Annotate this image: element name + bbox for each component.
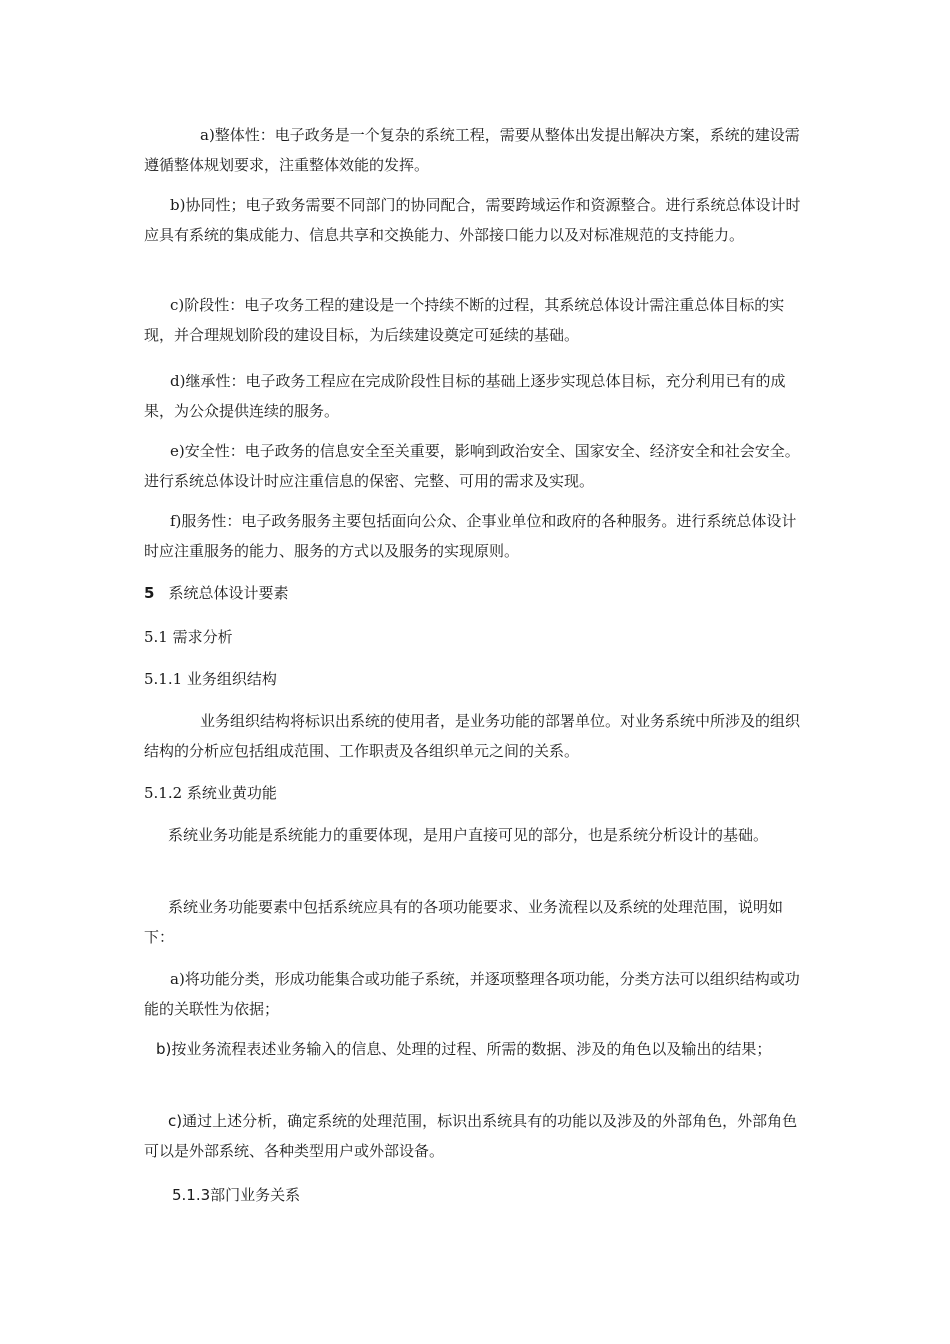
section-5-1-1-heading: 5.1.1 业务组织结构 — [144, 670, 277, 688]
section-5-number: 5 — [144, 584, 155, 602]
section-5-heading — [144, 580, 808, 606]
list-marker-b: b) — [156, 1040, 172, 1058]
principle-a: a)整体性：电子政务是一个复杂的系统工程，需要从整体出发提出解决方案，系统的建设需遵循整体规划要求，注重整体效能的发挥。 — [144, 126, 800, 174]
section-5-1-3-number: 5.1.3 — [172, 1186, 211, 1204]
list-marker-c: c) — [168, 1112, 183, 1130]
section-5-1-3-title: 部门业务关系 — [210, 1186, 301, 1204]
list-text-b: 按业务流程表述业务输入的信息、处理的过程、所需的数据、涉及的角色以及输出的结果； — [171, 1040, 772, 1058]
list-item-b — [144, 1034, 808, 1064]
section-5-title: 系统总体设计要素 — [168, 584, 289, 602]
principle-f: f)服务性：电子政务服务主要包括面向公众、企事业单位和政府的各种服务。进行系统总体设计时应注重服务的能力、服务的方式以及服务的实现原则。 — [144, 512, 797, 560]
section-5-1-1-body: 业务组织结构将标识出系统的使用者，是业务功能的部署单位。对业务系统中所涉及的组织结构的分析应包括组成范围、工作职责及各组织单元之间的关系。 — [144, 712, 801, 760]
list-text-c: 通过上述分析，确定系统的处理范围，标识出系统具有的功能以及涉及的外部角色，外部角色可以是外部系统、各种类型用户或外部设备。 — [144, 1112, 798, 1160]
section-5-1-2-body-1: 系统业务功能是系统能力的重要体现，是用户直接可见的部分，也是系统分析设计的基础。 — [168, 826, 769, 844]
section-5-1-3-heading — [172, 1182, 808, 1208]
section-5-1-2-heading: 5.1.2 系统业黄功能 — [144, 784, 277, 802]
principle-d: d)继承性：电子政务工程应在完成阶段性目标的基础上逐步实现总体目标，充分利用已有的成果，为公众提供连续的服务。 — [144, 372, 786, 420]
section-5-1-heading: 5.1 需求分析 — [144, 628, 233, 646]
principle-c: c)阶段性：电子攻务工程的建设是一个持续不断的过程，其系统总体设计需注重总体目标的实现，并合理规划阶段的建设目标，为后续建设奠定可延续的基础。 — [144, 296, 785, 344]
section-5-1-2-body-2: 系统业务功能要素中包括系统应具有的各项功能要求、业务流程以及系统的处理范围，说明如下： — [144, 898, 784, 946]
list-item-c — [144, 1106, 808, 1166]
principle-e: e)安全性：电子政务的信息安全至关重要，影响到政治安全、国家安全、经济安全和社会安全。进行系统总体设计时应注重信息的保密、完整、可用的需求及实现。 — [144, 442, 800, 490]
principle-b: b)协同性；电子致务需要不同部门的协同配合，需要跨域运作和资源整合。进行系统总体设计时应具有系统的集成能力、信息共享和交换能力、外部接口能力以及对标准规范的支持能力。 — [144, 196, 801, 244]
list-item-a: a)将功能分类，形成功能集合或功能子系统，并逐项整理各项功能，分类方法可以组织结构或功能的关联性为依据； — [144, 970, 800, 1018]
